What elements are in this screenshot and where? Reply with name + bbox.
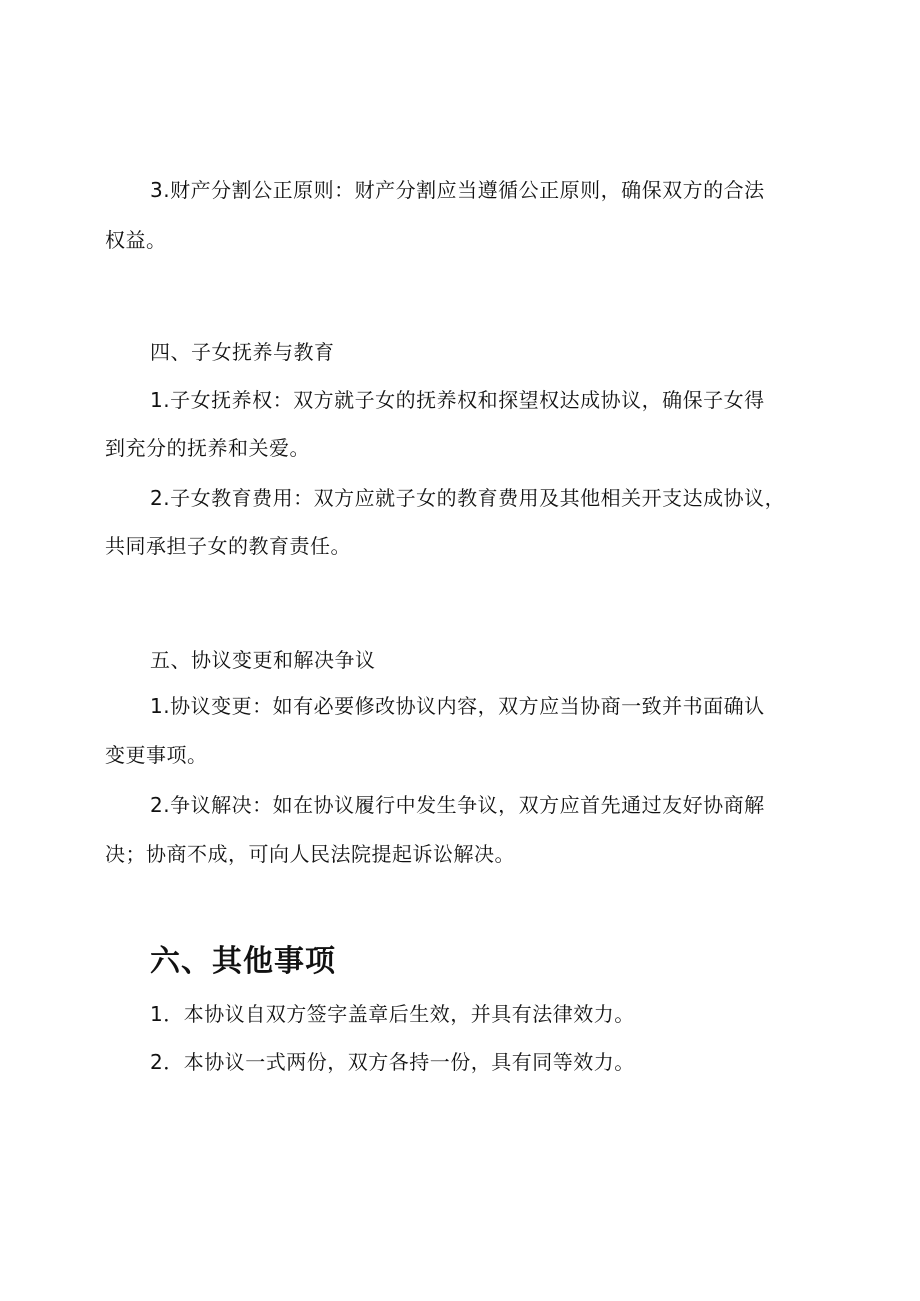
property-item-3-line-1: 3.财产分割公正原则：财产分割应当遵循公正原则，确保双方的合法 [150, 178, 765, 202]
children-item-1-line-2: 到充分的抚养和关爱。 [105, 436, 310, 460]
section-heading-children: 四、子女抚养与教育 [150, 340, 335, 364]
children-item-2-line-2: 共同承担子女的教育责任。 [105, 534, 351, 558]
children-item-1-line-1: 1.子女抚养权：双方就子女的抚养权和探望权达成协议，确保子女得 [150, 388, 765, 412]
section-heading-other: 六、其他事项 [150, 944, 336, 979]
other-item-1: 1．本协议自双方签字盖章后生效，并具有法律效力。 [150, 1002, 635, 1026]
children-item-2-line-1: 2.子女教育费用：双方应就子女的教育费用及其他相关开支达成协议， [150, 486, 786, 510]
disputes-item-2-line-1: 2.争议解决：如在协议履行中发生争议，双方应首先通过友好协商解 [150, 793, 765, 817]
disputes-item-1-line-2: 变更事项。 [105, 743, 208, 767]
disputes-item-1-line-1: 1.协议变更：如有必要修改协议内容，双方应当协商一致并书面确认 [150, 694, 765, 718]
property-item-3-line-2: 权益。 [105, 228, 167, 252]
section-heading-disputes: 五、协议变更和解决争议 [150, 648, 376, 672]
other-item-2: 2．本协议一式两份，双方各持一份，具有同等效力。 [150, 1050, 635, 1074]
disputes-item-2-line-2: 决；协商不成，可向人民法院提起诉讼解决。 [105, 842, 515, 866]
